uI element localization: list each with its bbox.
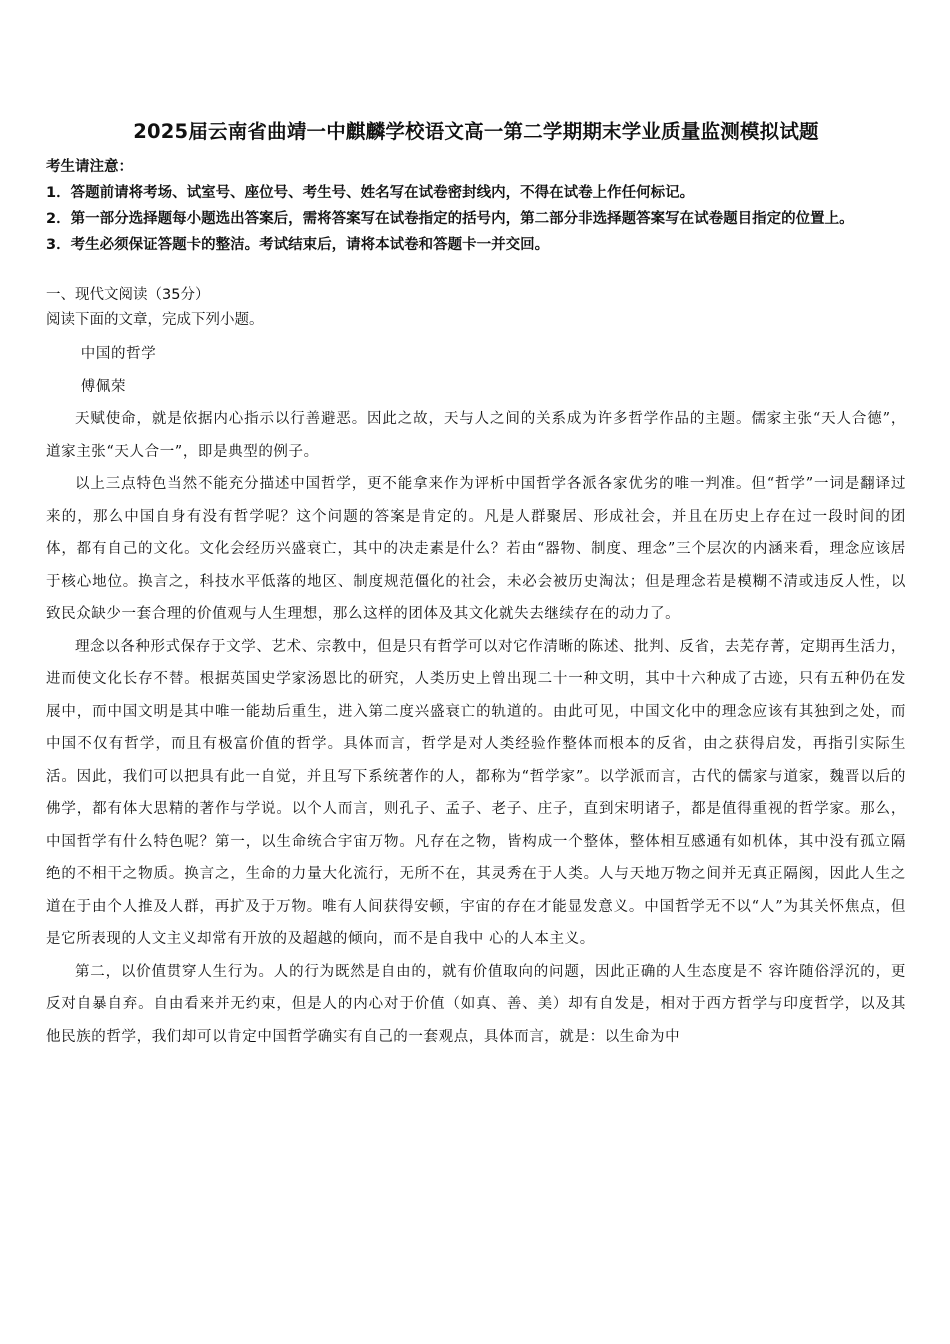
section-heading: 一、现代文阅读（35分） [46,287,210,303]
exam-title: 2025届云南省曲靖一中麒麟学校语文高一第二学期期末学业质量监测模拟试题 [133,120,819,143]
notice-heading: 考生请注意： [46,159,133,175]
article-paragraph-4: 第二，以价值贯穿人生行为。人的行为既然是自由的，就有价值取向的问题，因此正确的人生态度是不 容许随俗浮沉的，更反对自暴自弃。自由看来并无约束，但是人的内心对于价值（如真、善、美）却有自发是，相对于西方哲学与印度哲学，以及其他民族的哲学，我们却可以肯定中国哲学确实有自己的一套观点，具体而言，就是：以生命为中 [46,963,906,1045]
article-paragraph-1: 天赋使命，就是依据内心指示以行善避恶。因此之故，天与人之间的关系成为许多哲学作品的主题。儒家主张“天人合德”，道家主张“天人合一”，即是典型的例子。 [46,411,906,460]
article-title: 中国的哲学 [80,346,157,362]
article-author: 傅佩荣 [80,378,127,395]
notice-item-1: 1．答题前请将考场、试室号、座位号、考生号、姓名写在试卷密封线内，不得在试卷上作任何标记。 [46,185,695,201]
article-body [46,338,906,1053]
article-paragraph-3: 理念以各种形式保存于文学、艺术、宗教中，但是只有哲学可以对它作清晰的陈述、批判、反省，去芜存菁，定期再生活力，进而使文化长存不替。根据英国史学家汤恩比的研究，人类历史上曾出现二十一种文明，其中十六种成了古迹，只有五种仍在发展中，而中国文明是其中唯一能劫后重生，进入第二度兴盛衰亡的轨道的。由此可见，中国文化中的理念应该有其独到之处，而中国不仅有哲学，而且有极富价值的哲学。具体而言，哲学是对人类经验作整体而根本的反省，由之获得启发，再指引实际生活。因此，我们可以把具有此一自觉，并且写下系统著作的人，都称为“哲学家”。以学派而言，古代的儒家与道家，魏晋以后的佛学，都有体大思精的著作与学说。以个人而言，则孔子、孟子、老子、庄子，直到宋明诸子，都是值得重视的哲学家。那么，中国哲学有什么特色呢？第一，以生命统合宇宙万物。凡存在之物，皆构成一个整体，整体相互感通有如机体，其中没有孤立隔绝的不相干之物质。换言之，生命的力量大化流行，无所不在，其灵秀在于人类。人与天地万物之间并无真正隔阂，因此人生之道在于由个人推及人群，再扩及于万物。唯有人间获得安顿，宇宙的存在才能显发意义。中国哲学无不以“人”为其关怀焦点，但是它所表现的人文主义却常有开放的及超越的倾向，而不是自我中 心的人本主义。 [46,638,906,947]
article-paragraph-2: 以上三点特色当然不能充分描述中国哲学，更不能拿来作为评析中国哲学各派各家优劣的唯一判准。但“哲学”一词是翻译过来的，那么中国自身有没有哲学呢？这个问题的答案是肯定的。凡是人群聚居、形成社会，并且在历史上存在过一段时间的团体，都有自己的文化。文化会经历兴盛衰亡，其中的决走素是什么？若由“器物、制度、理念”三个层次的内涵来看，理念应该居于核心地位。换言之，科技水平低落的地区、制度规范僵化的社会，未必会被历史淘汰；但是理念若是模糊不清或违反人性，以致民众缺少一套合理的价值观与人生理想，那么这样的团体及其文化就失去继续存在的动力了。 [46,476,906,622]
notice-item-2: 2．第一部分选择题每小题选出答案后，需将答案写在试卷指定的括号内，第二部分非选择题答案写在试卷题目指定的位置上。 [46,211,854,227]
section-instruction: 阅读下面的文章，完成下列小题。 [46,312,264,328]
notice-item-3: 3．考生必须保证答题卡的整洁。考试结束后，请将本试卷和答题卡一并交回。 [46,237,550,253]
candidate-notice [46,154,906,258]
